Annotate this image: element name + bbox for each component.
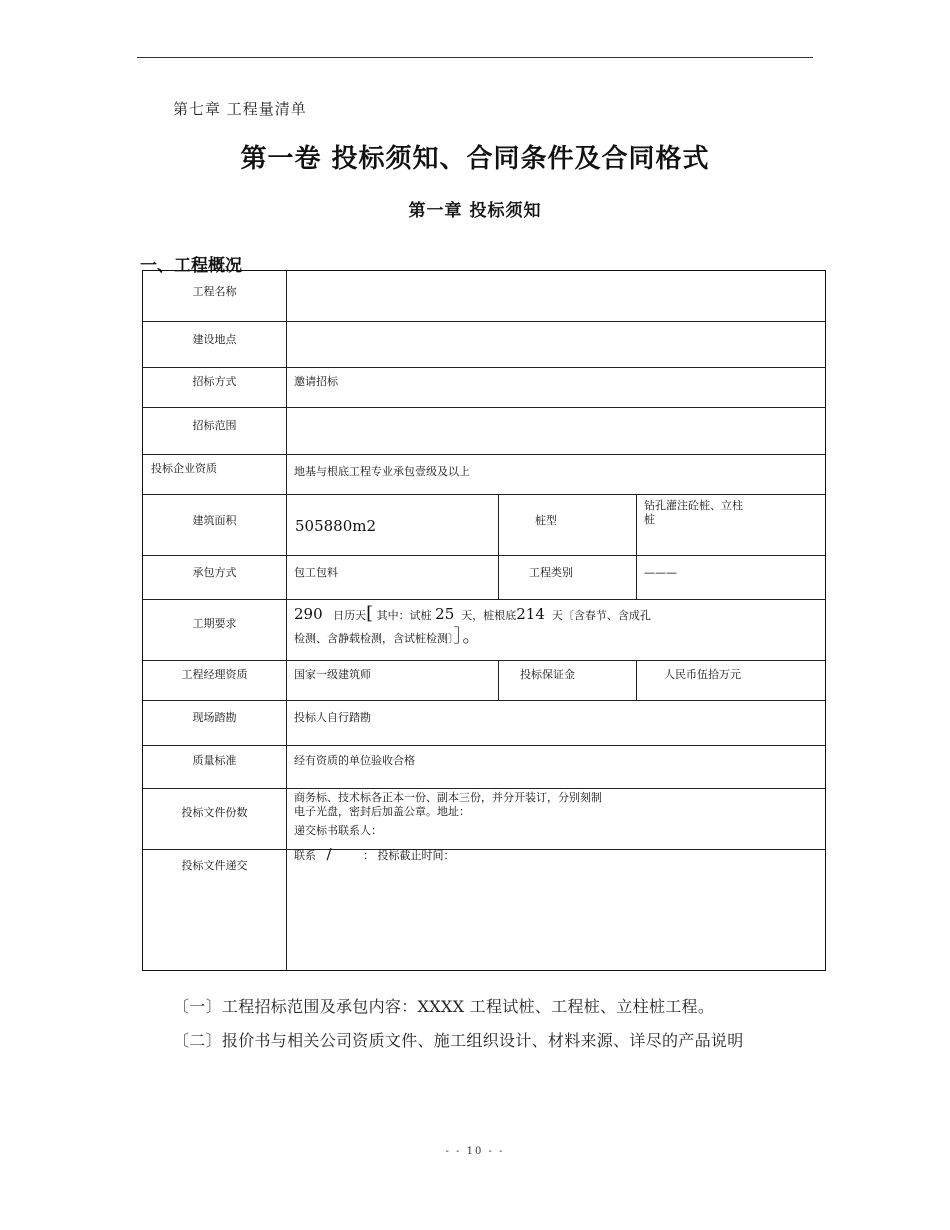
paragraph-1: 〔一〕工程招标范围及承包内容：XXXX 工程试桩、工程桩、立柱桩工程。 xyxy=(173,997,715,1016)
chapter-label: 第七章 工程量清单 xyxy=(173,100,307,118)
label-quality-standard: 质量标准 xyxy=(192,754,237,767)
schedule-text1: 日历天 xyxy=(333,609,367,622)
value-floor-area: 505880m2 xyxy=(295,517,377,535)
chapter-title: 第一章 投标须知 xyxy=(408,201,542,221)
paragraph-2: 〔二〕报价书与相关公司资质文件、施工组织设计、材料来源、详尽的产品说明 xyxy=(173,1031,744,1050)
schedule-bracket-open: [ xyxy=(366,603,374,624)
schedule-pile-days: 214 xyxy=(516,605,545,623)
schedule-text2: 其中：试桩 xyxy=(376,609,432,622)
value-copies-line1: 商务标、技术标各正本一份、副本三份，并分开装订，分别刻制 xyxy=(294,791,602,804)
header-rule xyxy=(137,57,813,58)
value-pile-type-line2: 桩 xyxy=(644,513,655,526)
label-pile-type: 桩型 xyxy=(535,514,557,527)
schedule-line2: 检测、含静载检测，含试桩检测〕 xyxy=(294,632,454,645)
label-site-visit: 现场踏勘 xyxy=(192,711,237,724)
value-schedule-line1 xyxy=(294,603,651,627)
schedule-text4: 天〔含春节、含成孔 xyxy=(551,609,651,622)
submission-colon: ： xyxy=(363,849,375,862)
value-manager-qualification: 国家一级建筑师 xyxy=(294,668,371,681)
schedule-total-days: 290 xyxy=(294,605,323,623)
page-number: - - 10 - - xyxy=(445,1146,505,1157)
label-project-category: 工程类别 xyxy=(529,566,573,579)
value-submission xyxy=(294,847,455,863)
value-tender-method: 邀请招标 xyxy=(294,375,338,388)
label-floor-area: 建筑面积 xyxy=(192,514,237,527)
value-schedule-line2 xyxy=(294,627,481,649)
label-qualification: 投标企业资质 xyxy=(151,462,217,475)
value-bid-bond: 人民币伍拾万元 xyxy=(664,668,741,681)
value-site-visit: 投标人自行踏勘 xyxy=(294,711,371,724)
label-manager-qualification: 工程经理资质 xyxy=(181,668,248,681)
label-submission: 投标文件递交 xyxy=(181,859,248,872)
value-contact-person: 递交标书联系人： xyxy=(294,824,382,837)
project-overview-table xyxy=(142,270,826,971)
label-project-name: 工程名称 xyxy=(192,285,237,298)
label-contract-mode: 承包方式 xyxy=(192,566,237,579)
value-contract-mode: 包工包料 xyxy=(294,566,338,579)
label-tender-scope: 招标范围 xyxy=(192,419,237,432)
value-qualification: 地基与根底工程专业承包壹级及以上 xyxy=(294,465,470,478)
value-copies-line2: 电子光盘，密封后加盖公章。地址： xyxy=(294,805,470,818)
value-project-category: ——— xyxy=(644,566,677,579)
schedule-bracket-close: ］。 xyxy=(453,626,481,647)
submission-contact: 联系 xyxy=(294,849,316,862)
label-location: 建设地点 xyxy=(192,333,237,346)
schedule-test-days: 25 xyxy=(435,605,455,623)
label-bid-bond: 投标保证金 xyxy=(520,668,575,681)
label-tender-method: 招标方式 xyxy=(192,375,237,388)
schedule-text3: 天，桩根底 xyxy=(461,609,517,622)
section-title: 一、工程概况 xyxy=(140,256,242,276)
value-quality-standard: 经有资质的单位验收合格 xyxy=(294,754,415,767)
volume-title: 第一卷 投标须知、合同条件及合同格式 xyxy=(240,144,710,174)
label-copies: 投标文件份数 xyxy=(181,806,248,819)
submission-deadline: 投标截止时间： xyxy=(377,849,455,862)
submission-slash: / xyxy=(326,845,332,863)
label-schedule: 工期要求 xyxy=(192,617,237,630)
value-pile-type-line1: 钻孔灌注砼桩、立柱 xyxy=(644,499,743,512)
